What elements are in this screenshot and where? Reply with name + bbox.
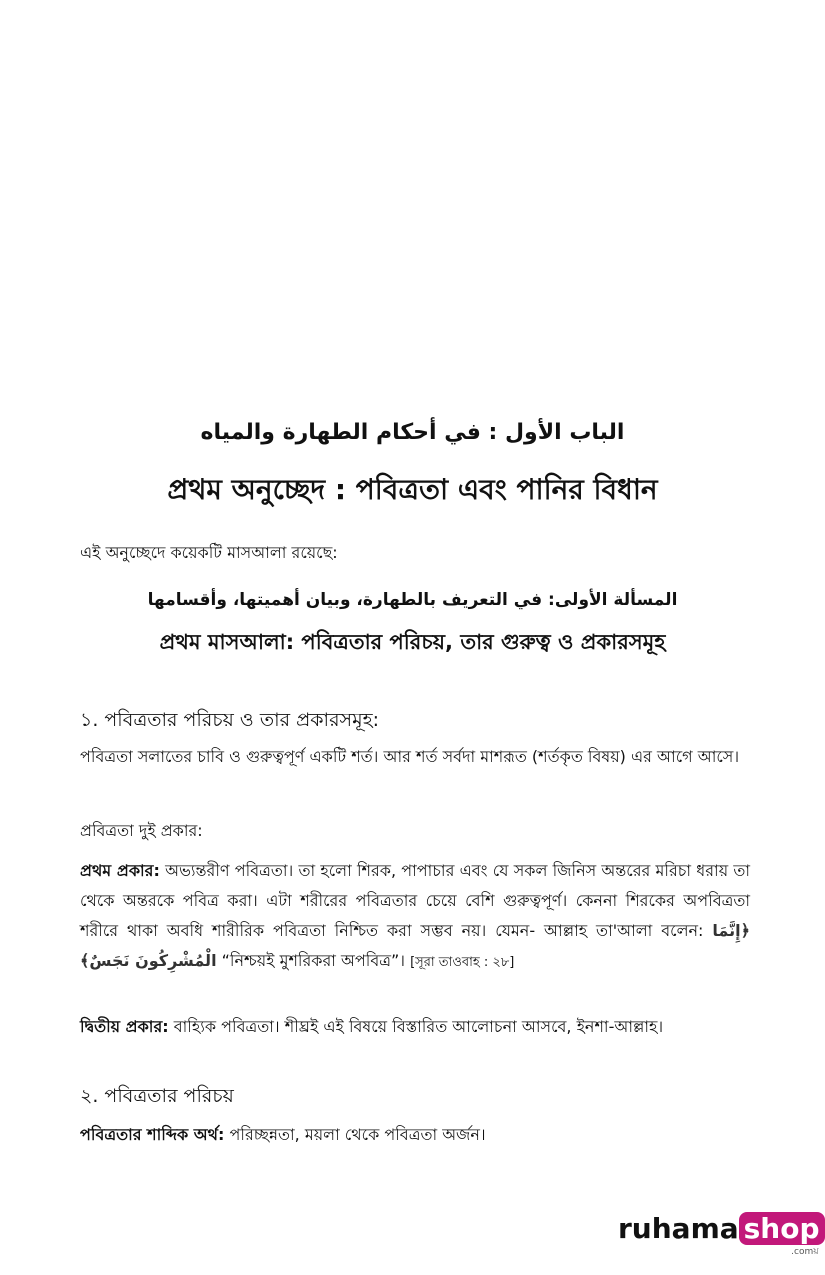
section-1-paragraph: পবিত্রতা সলাতের চাবি ও গুরুত্বপূর্ণ একটি শর্ত। আর শর্ত সর্বদা মাশরূত (শর্তকৃত বিষয়) এর আগে আসে।	[80, 747, 740, 766]
chapter-title-arabic: الباب الأول : في أحكام الطهارة والمياه	[200, 420, 625, 445]
masala-title-bangla: প্রথম মাসআলা: পবিত্রতার পরিচয়, তার গুরুত্ব ও প্রকারসমূহ	[159, 630, 666, 654]
verse-translation: “নিশ্চয়ই মুশরিকরা অপবিত্র”।	[221, 951, 405, 970]
first-type-paragraph	[80, 856, 750, 978]
first-type-label: প্রথম প্রকার:	[80, 861, 160, 880]
chapter-title-bangla: প্রথম অনুচ্ছেদ : পবিত্রতা এবং পানির বিধান	[167, 473, 658, 506]
masala-title-arabic: المسألة الأولى: في التعريف بالطهارة، وبيان أهميتها، وأقسامها	[147, 590, 678, 610]
verse-reference: [সূরা তাওবাহ : ২৮]	[410, 955, 515, 970]
second-type-paragraph	[80, 1012, 750, 1042]
logo-text-shop: shop	[739, 1212, 825, 1245]
logo-text-ruhama: ruhama	[618, 1212, 739, 1245]
section-2-paragraph	[80, 1120, 750, 1150]
second-type-text: বাহ্যিক পবিত্রতা। শীঘ্রই এই বিষয়ে বিস্তারিত আলোচনা আসবে, ইনশা-আল্লাহ।	[173, 1017, 664, 1036]
literal-meaning-label: পবিত্রতার শাব্দিক অর্থ:	[80, 1125, 225, 1144]
types-heading: প্রবিত্রতা দুই প্রকার:	[80, 821, 203, 840]
ruhamashop-logo	[618, 1212, 825, 1257]
section-2-title: ২. পবিত্রতার পরিচয়	[80, 1085, 234, 1107]
literal-meaning-text: পরিচ্ছন্নতা, ময়লা থেকে পবিত্রতা অর্জন।	[229, 1125, 486, 1144]
intro-text: এই অনুচ্ছেদে কয়েকটি মাসআলা রয়েছে:	[80, 543, 338, 562]
quran-verse: ﴿إِنَّمَا الْمُشْرِكُونَ نَجَسٌ﴾	[80, 921, 750, 970]
second-type-label: দ্বিতীয় প্রকার:	[80, 1017, 169, 1036]
logo-text-com: .comয়	[791, 1247, 819, 1257]
first-type-text: অভ্যন্তরীণ পবিত্রতা। তা হলো শিরক, পাপাচার এবং যে সকল জিনিস অন্তরের মরিচা ধরায় তা থেকে অন্তরকে পবিত্র করা। এটা শরীরের পবিত্রতার চেয়ে বেশি গুরুত্বপূর্ণ। কেননা শিরকের অপবিত্রতা শরীরে থাকা অবধি শারীরিক পবিত্রতা নিশ্চিত করা সম্ভব নয়। যেমন- আল্লাহ তা'আলা বলেন:	[80, 861, 750, 940]
section-1-title: ১. পবিত্রতার পরিচয় ও তার প্রকারসমূহ:	[80, 709, 380, 731]
